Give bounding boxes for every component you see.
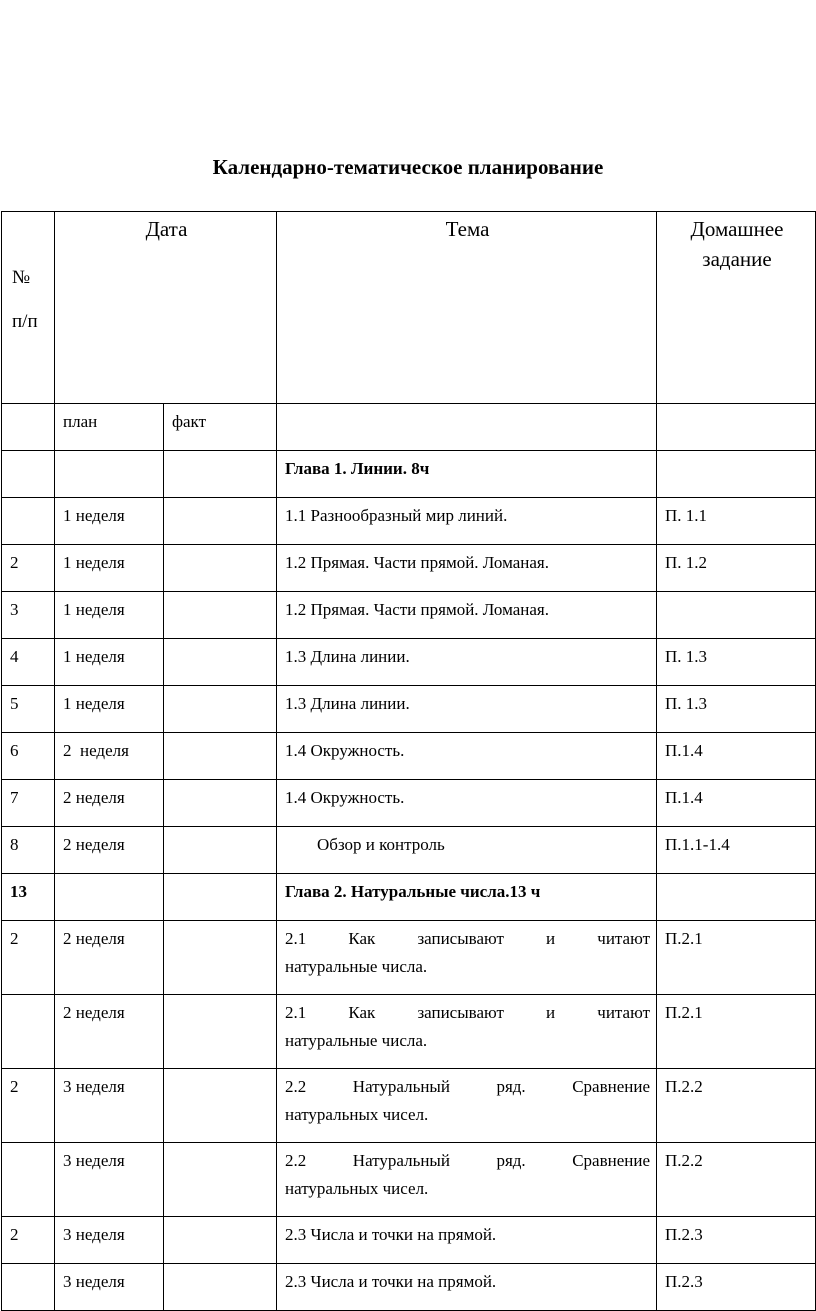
table-subheader-row xyxy=(2,404,816,451)
cell-number: 6 xyxy=(2,733,55,780)
cell-homework: П.1.1-1.4 xyxy=(657,827,816,874)
cell-number: 2 xyxy=(2,1069,55,1143)
cell-homework: П. 1.3 xyxy=(657,686,816,733)
cell-homework: П.2.3 xyxy=(657,1264,816,1311)
table-row xyxy=(2,995,816,1069)
cell-fact xyxy=(164,545,277,592)
cell-fact xyxy=(164,921,277,995)
cell-plan: 1 неделя xyxy=(55,686,164,733)
cell-fact xyxy=(164,1069,277,1143)
column-header-fact: факт xyxy=(164,404,277,451)
planning-table xyxy=(1,211,816,1311)
cell-plan: 1 неделя xyxy=(55,498,164,545)
cell-plan: 2 неделя xyxy=(55,921,164,995)
cell-homework: П.2.1 xyxy=(657,995,816,1069)
cell-plan: 1 неделя xyxy=(55,545,164,592)
cell-number xyxy=(2,995,55,1069)
cell-number: 8 xyxy=(2,827,55,874)
cell-plan: 2 неделя xyxy=(55,995,164,1069)
cell-topic: 2.1 Как записывают и читают натуральные числа. xyxy=(277,921,657,995)
cell-number: 7 xyxy=(2,780,55,827)
page-title: Календарно-тематическое планирование xyxy=(212,155,604,179)
table-row xyxy=(2,686,816,733)
cell-fact xyxy=(164,1143,277,1217)
cell-plan xyxy=(55,874,164,921)
cell-fact xyxy=(164,780,277,827)
cell-fact xyxy=(164,686,277,733)
table-row xyxy=(2,780,816,827)
table-row xyxy=(2,545,816,592)
cell-topic: Глава 1. Линии. 8ч xyxy=(277,451,657,498)
cell-topic: 1.4 Окружность. xyxy=(277,780,657,827)
table-row xyxy=(2,1264,816,1311)
cell-fact xyxy=(164,639,277,686)
cell-topic: Обзор и контроль xyxy=(277,827,657,874)
cell-fact xyxy=(164,995,277,1069)
cell-fact xyxy=(164,874,277,921)
cell-plan: 1 неделя xyxy=(55,592,164,639)
cell-topic: 1.2 Прямая. Части прямой. Ломаная. xyxy=(277,545,657,592)
cell-plan: 3 неделя xyxy=(55,1069,164,1143)
cell-homework: П.1.4 xyxy=(657,733,816,780)
cell-fact xyxy=(164,1217,277,1264)
subheader-empty xyxy=(277,404,657,451)
table-header-row xyxy=(2,212,816,404)
cell-homework: П.2.2 xyxy=(657,1143,816,1217)
table-row xyxy=(2,921,816,995)
cell-plan: 3 неделя xyxy=(55,1143,164,1217)
column-header-topic: Тема xyxy=(277,212,657,404)
table-row xyxy=(2,639,816,686)
cell-fact xyxy=(164,592,277,639)
cell-fact xyxy=(164,733,277,780)
cell-homework: П. 1.3 xyxy=(657,639,816,686)
column-header-date: Дата xyxy=(55,212,277,404)
cell-number xyxy=(2,498,55,545)
cell-number xyxy=(2,1143,55,1217)
table-row xyxy=(2,1069,816,1143)
cell-plan: 3 неделя xyxy=(55,1217,164,1264)
cell-homework: П.1.4 xyxy=(657,780,816,827)
cell-plan: 2 неделя xyxy=(55,733,164,780)
cell-number xyxy=(2,451,55,498)
cell-plan: 3 неделя xyxy=(55,1264,164,1311)
cell-topic: 1.3 Длина линии. xyxy=(277,686,657,733)
column-header-homework: Домашнее задание xyxy=(657,212,816,404)
cell-fact xyxy=(164,498,277,545)
table-row xyxy=(2,1143,816,1217)
cell-topic: 2.2 Натуральный ряд. Сравнение натуральных чисел. xyxy=(277,1069,657,1143)
cell-plan: 1 неделя xyxy=(55,639,164,686)
cell-topic: 1.3 Длина линии. xyxy=(277,639,657,686)
subheader-empty xyxy=(657,404,816,451)
cell-homework: П. 1.1 xyxy=(657,498,816,545)
cell-topic: Глава 2. Натуральные числа.13 ч xyxy=(277,874,657,921)
subheader-empty xyxy=(2,404,55,451)
cell-homework: П. 1.2 xyxy=(657,545,816,592)
column-header-plan: план xyxy=(55,404,164,451)
table-row xyxy=(2,874,816,921)
cell-fact xyxy=(164,827,277,874)
cell-homework: П.2.2 xyxy=(657,1069,816,1143)
cell-homework xyxy=(657,874,816,921)
cell-homework: П.2.1 xyxy=(657,921,816,995)
cell-number: 5 xyxy=(2,686,55,733)
cell-number xyxy=(2,1264,55,1311)
cell-number: 2 xyxy=(2,921,55,995)
cell-homework xyxy=(657,592,816,639)
cell-topic: 1.4 Окружность. xyxy=(277,733,657,780)
cell-fact xyxy=(164,1264,277,1311)
cell-homework xyxy=(657,451,816,498)
cell-number: 13 xyxy=(2,874,55,921)
cell-topic: 1.2 Прямая. Части прямой. Ломаная. xyxy=(277,592,657,639)
cell-topic: 1.1 Разнообразный мир линий. xyxy=(277,498,657,545)
cell-topic: 2.2 Натуральный ряд. Сравнение натуральных чисел. xyxy=(277,1143,657,1217)
cell-number: 2 xyxy=(2,545,55,592)
cell-plan xyxy=(55,451,164,498)
cell-plan: 2 неделя xyxy=(55,827,164,874)
table-row xyxy=(2,827,816,874)
cell-number: 3 xyxy=(2,592,55,639)
table-row xyxy=(2,451,816,498)
cell-topic: 2.3 Числа и точки на прямой. xyxy=(277,1217,657,1264)
column-header-number: № п/п xyxy=(2,212,55,404)
table-row xyxy=(2,592,816,639)
cell-plan: 2 неделя xyxy=(55,780,164,827)
cell-homework: П.2.3 xyxy=(657,1217,816,1264)
cell-topic: 2.3 Числа и точки на прямой. xyxy=(277,1264,657,1311)
table-row xyxy=(2,1217,816,1264)
cell-topic: 2.1 Как записывают и читают натуральные числа. xyxy=(277,995,657,1069)
table-row xyxy=(2,498,816,545)
cell-fact xyxy=(164,451,277,498)
table-row xyxy=(2,733,816,780)
cell-number: 2 xyxy=(2,1217,55,1264)
cell-number: 4 xyxy=(2,639,55,686)
